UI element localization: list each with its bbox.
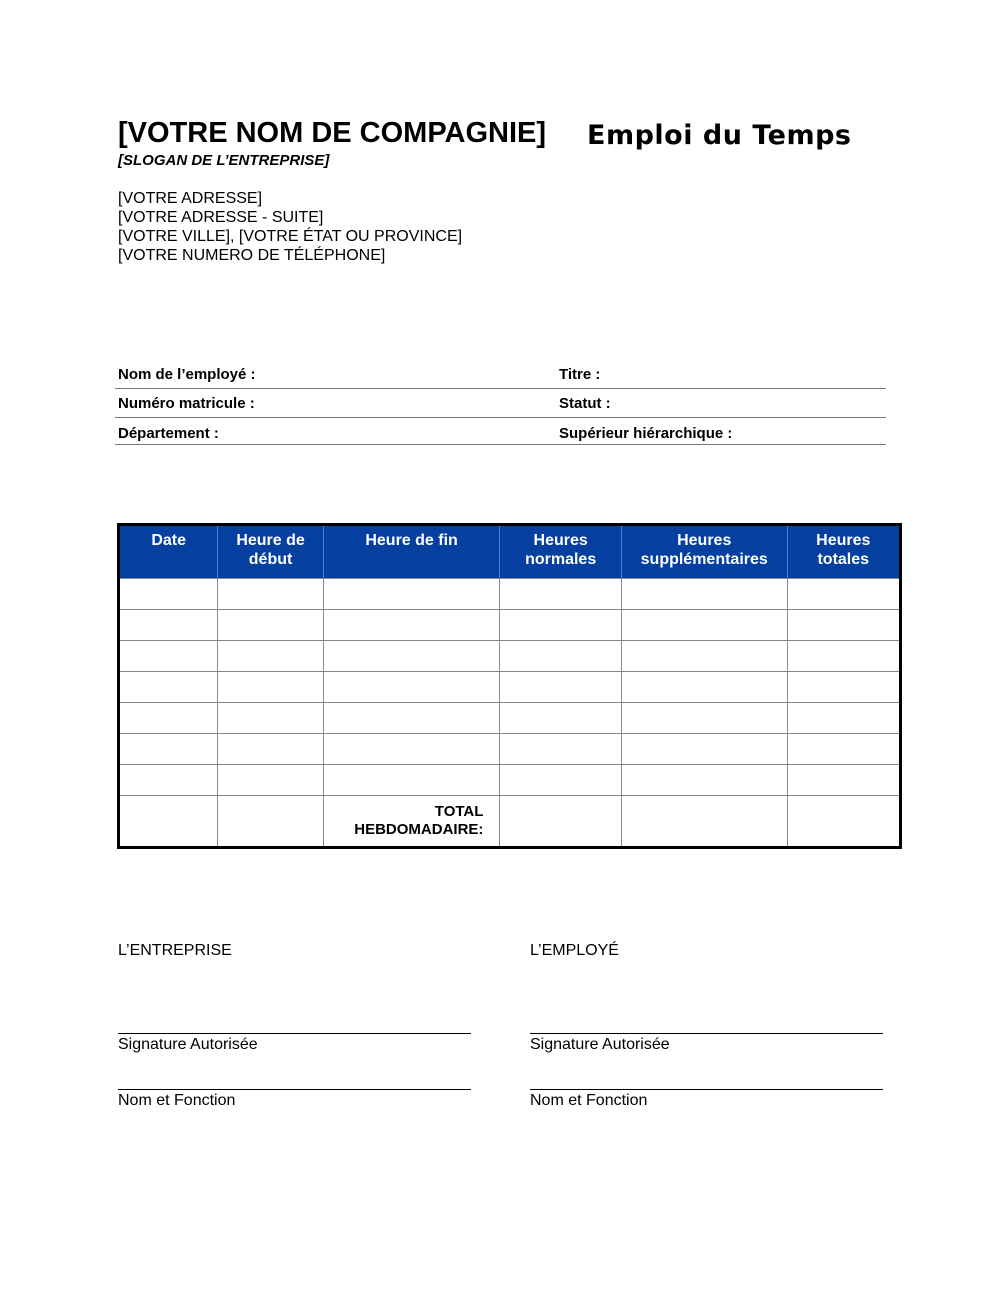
table-cell[interactable]	[787, 641, 900, 672]
table-cell[interactable]	[323, 610, 500, 641]
table-cell[interactable]	[119, 672, 218, 703]
table-cell[interactable]	[218, 703, 323, 734]
address-line: [VOTRE VILLE], [VOTRE ÉTAT OU PROVINCE]	[118, 228, 463, 245]
table-cell[interactable]	[787, 579, 900, 610]
table-cell[interactable]	[500, 734, 622, 765]
employee-name-line[interactable]	[530, 1089, 883, 1090]
table-cell[interactable]	[119, 579, 218, 610]
table-cell[interactable]	[500, 579, 622, 610]
table-cell[interactable]	[500, 610, 622, 641]
column-header-end: Heure de fin	[323, 525, 500, 579]
table-cell[interactable]	[218, 734, 323, 765]
table-cell[interactable]	[500, 703, 622, 734]
table-cell[interactable]	[621, 579, 787, 610]
table-cell[interactable]	[621, 672, 787, 703]
column-header-total: Heures totales	[787, 525, 900, 579]
employee-signature-line[interactable]	[530, 1033, 883, 1034]
table-cell[interactable]	[218, 765, 323, 796]
table-cell[interactable]	[787, 703, 900, 734]
table-cell[interactable]	[500, 765, 622, 796]
table-cell[interactable]	[323, 641, 500, 672]
table-cell[interactable]	[218, 641, 323, 672]
table-cell[interactable]	[119, 765, 218, 796]
table-row	[119, 734, 901, 765]
employee-signature-label: Signature Autorisée	[530, 1036, 670, 1053]
document-title: Emploi du Temps	[587, 120, 852, 151]
table-cell[interactable]	[500, 641, 622, 672]
table-cell[interactable]	[323, 703, 500, 734]
table-cell[interactable]	[323, 765, 500, 796]
address-line: [VOTRE NUMERO DE TÉLÉPHONE]	[118, 247, 386, 264]
company-signature-label: Signature Autorisée	[118, 1036, 258, 1053]
table-cell[interactable]	[119, 610, 218, 641]
address-line: [VOTRE ADRESSE - SUITE]	[118, 209, 324, 226]
employee-id-label: Numéro matricule :	[118, 395, 255, 412]
department-label: Département :	[118, 425, 219, 442]
company-signature-line[interactable]	[118, 1033, 471, 1034]
table-row	[119, 610, 901, 641]
timesheet-table	[117, 523, 902, 849]
table-row	[119, 579, 901, 610]
table-cell[interactable]	[323, 734, 500, 765]
table-cell[interactable]	[323, 672, 500, 703]
table-cell[interactable]	[621, 734, 787, 765]
table-cell[interactable]	[218, 579, 323, 610]
company-name: [VOTRE NOM DE COMPAGNIE]	[118, 117, 547, 149]
table-cell[interactable]	[787, 734, 900, 765]
column-header-regular: Heures normales	[500, 525, 622, 579]
employee-name-function-label: Nom et Fonction	[530, 1092, 648, 1109]
table-cell[interactable]	[621, 641, 787, 672]
company-address	[118, 189, 462, 265]
table-row	[119, 672, 901, 703]
total-cell[interactable]	[787, 796, 900, 848]
weekly-total-label: TOTAL HEBDOMADAIRE:	[323, 796, 500, 848]
total-row	[119, 796, 901, 848]
divider	[115, 444, 886, 445]
supervisor-label: Supérieur hiérarchique :	[559, 425, 733, 442]
table-row	[119, 703, 901, 734]
company-slogan: [SLOGAN DE L’ENTREPRISE]	[118, 152, 330, 169]
table-header-row	[119, 525, 901, 579]
table-cell[interactable]	[119, 703, 218, 734]
table-row	[119, 765, 901, 796]
table-cell[interactable]	[119, 734, 218, 765]
employee-name-label: Nom de l’employé :	[118, 366, 256, 383]
table-cell[interactable]	[787, 765, 900, 796]
column-header-overtime: Heures supplémentaires	[621, 525, 787, 579]
table-cell[interactable]	[621, 703, 787, 734]
employee-signature-heading: L’EMPLOYÉ	[530, 942, 619, 959]
table-cell[interactable]	[787, 610, 900, 641]
total-cell	[119, 796, 218, 848]
divider	[115, 388, 886, 389]
address-line: [VOTRE ADRESSE]	[118, 190, 263, 207]
table-cell[interactable]	[500, 672, 622, 703]
total-cell[interactable]	[500, 796, 622, 848]
divider	[115, 417, 886, 418]
table-cell[interactable]	[119, 641, 218, 672]
company-name-line[interactable]	[118, 1089, 471, 1090]
table-cell[interactable]	[621, 765, 787, 796]
table-cell[interactable]	[787, 672, 900, 703]
table-cell[interactable]	[323, 579, 500, 610]
column-header-start: Heure de début	[218, 525, 323, 579]
table-cell[interactable]	[218, 610, 323, 641]
total-cell	[218, 796, 323, 848]
company-signature-heading: L’ENTREPRISE	[118, 942, 232, 959]
company-name-function-label: Nom et Fonction	[118, 1092, 236, 1109]
column-header-date: Date	[119, 525, 218, 579]
status-label: Statut :	[559, 395, 611, 412]
total-cell[interactable]	[621, 796, 787, 848]
table-cell[interactable]	[621, 610, 787, 641]
table-row	[119, 641, 901, 672]
table-cell[interactable]	[218, 672, 323, 703]
title-label: Titre :	[559, 366, 601, 383]
